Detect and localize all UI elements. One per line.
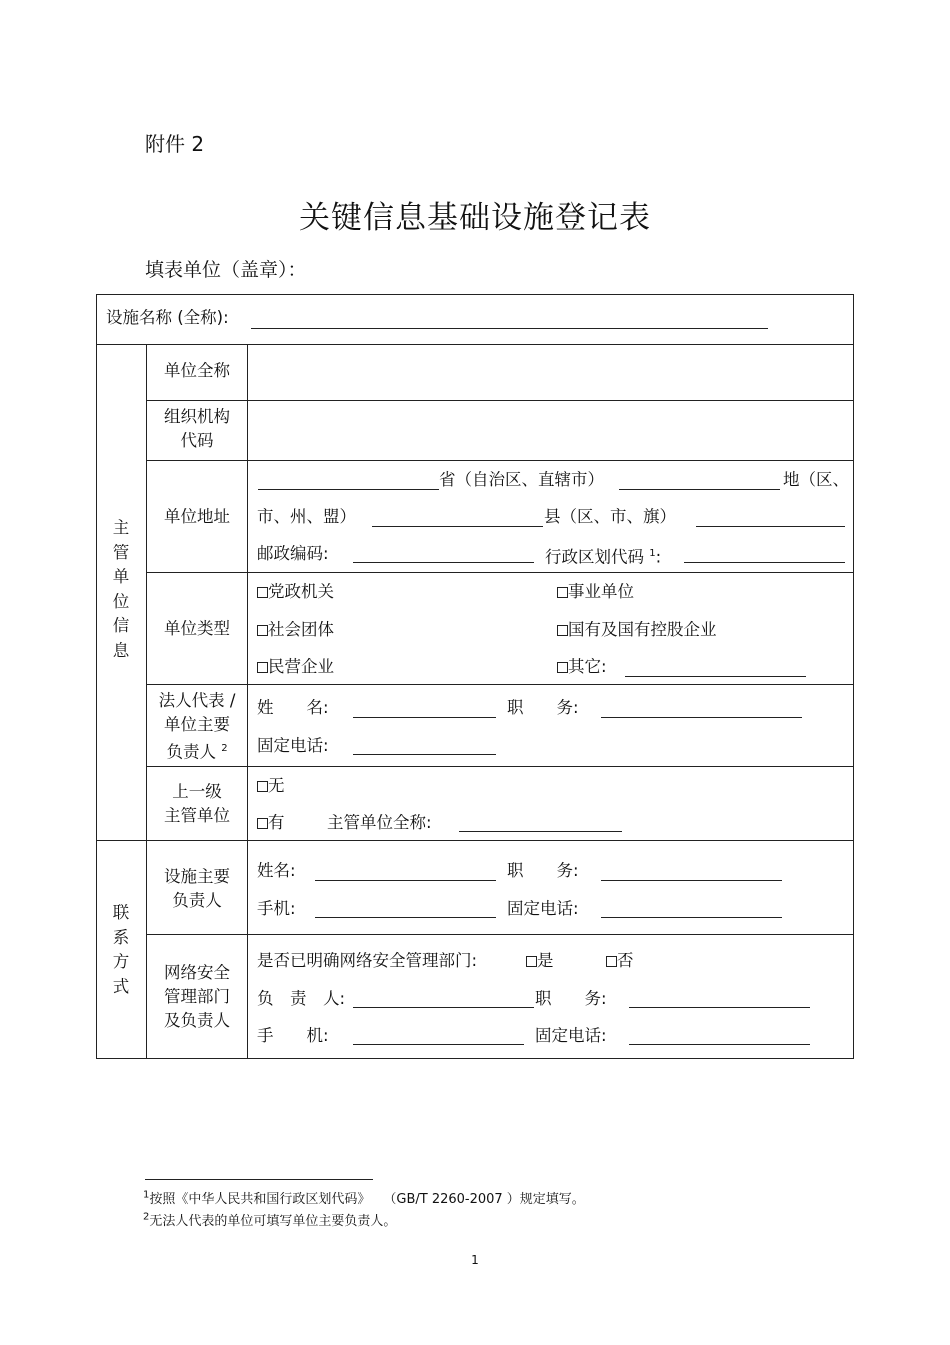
- type-party-option[interactable]: 党政机关: [257, 582, 334, 602]
- division-code-label: 行政区划代码 $^1$:: [545, 547, 662, 567]
- checkbox-icon[interactable]: [257, 781, 268, 792]
- security-question: 是否已明确网络安全管理部门:: [257, 951, 478, 970]
- checkbox-icon[interactable]: [257, 662, 268, 673]
- division-code-field[interactable]: [684, 562, 845, 563]
- head-phone-field[interactable]: [601, 917, 782, 918]
- type-other-field[interactable]: [625, 676, 806, 677]
- county-label: 县（区、市、旗）: [544, 507, 676, 526]
- security-person-label: 负 责 人:: [257, 989, 346, 1008]
- section-competent-unit-info: 主管单位信息: [112, 518, 130, 660]
- head-phone-label: 固定电话:: [507, 899, 579, 918]
- head-name-label: 姓名:: [257, 861, 296, 880]
- security-no-option[interactable]: 否: [606, 951, 634, 971]
- security-mobile-label: 手 机:: [257, 1026, 329, 1045]
- legal-name-field[interactable]: [353, 717, 496, 718]
- footnote-2: $^2$无法人代表的单位可填写单位主要负责人。: [143, 1211, 397, 1229]
- city-label: 地（区、: [783, 470, 849, 489]
- footnote-1: $^1$按照《中华人民共和国行政区划代码》 （GB/T 2260-2007 ）规定填写。: [143, 1189, 585, 1207]
- superior-name-label: 主管单位全称:: [327, 813, 432, 832]
- county-field-prefix[interactable]: [372, 526, 543, 527]
- org-code-label: 组织机构 代码: [164, 407, 230, 450]
- checkbox-icon[interactable]: [557, 587, 568, 598]
- type-other-option[interactable]: 其它:: [557, 657, 607, 677]
- province-label: 省（自治区、直辖市）: [439, 470, 604, 489]
- postcode-field[interactable]: [353, 562, 534, 563]
- type-private-option[interactable]: 民营企业: [257, 657, 334, 677]
- checkbox-icon[interactable]: [257, 818, 268, 829]
- page-title: 关键信息基础设施登记表: [299, 200, 651, 236]
- security-phone-field[interactable]: [629, 1044, 810, 1045]
- postcode-label: 邮政编码:: [257, 544, 329, 563]
- security-mobile-field[interactable]: [353, 1044, 524, 1045]
- head-duty-field[interactable]: [601, 880, 782, 881]
- security-yes-option[interactable]: 是: [526, 951, 554, 971]
- security-phone-label: 固定电话:: [535, 1026, 607, 1045]
- security-dept-label: 网络安全 管理部门 及负责人: [164, 963, 230, 1030]
- checkbox-icon[interactable]: [557, 662, 568, 673]
- superior-none-option[interactable]: 无: [257, 776, 285, 796]
- legal-duty-label: 职 务:: [507, 698, 579, 717]
- facility-head-label: 设施主要 负责人: [164, 867, 230, 910]
- checkbox-icon[interactable]: [526, 956, 537, 967]
- checkbox-icon[interactable]: [257, 625, 268, 636]
- registration-table: [96, 294, 854, 1059]
- checkbox-icon[interactable]: [257, 587, 268, 598]
- superior-name-field[interactable]: [459, 831, 622, 832]
- county-field[interactable]: [696, 526, 845, 527]
- province-field[interactable]: [258, 489, 439, 490]
- head-name-field[interactable]: [315, 880, 496, 881]
- security-duty-field[interactable]: [629, 1007, 810, 1008]
- page-number: 1: [471, 1253, 479, 1267]
- superior-has-option[interactable]: 有: [257, 813, 285, 833]
- section-contact: 联系方式: [112, 903, 130, 996]
- type-institution-option[interactable]: 事业单位: [557, 582, 634, 602]
- footnote-divider: [145, 1179, 373, 1180]
- legal-phone-label: 固定电话:: [257, 736, 329, 755]
- head-mobile-label: 手机:: [257, 899, 296, 918]
- unit-type-label: 单位类型: [164, 619, 230, 638]
- legal-duty-field[interactable]: [601, 717, 802, 718]
- unit-full-name-label: 单位全称: [164, 361, 230, 380]
- checkbox-icon[interactable]: [606, 956, 617, 967]
- legal-phone-field[interactable]: [353, 754, 496, 755]
- head-mobile-field[interactable]: [315, 917, 496, 918]
- superior-unit-label: 上一级 主管单位: [164, 782, 230, 825]
- city-field[interactable]: [619, 489, 780, 490]
- security-duty-label: 职 务:: [535, 989, 607, 1008]
- facility-name-label: 设施名称 (全称):: [106, 308, 229, 327]
- checkbox-icon[interactable]: [557, 625, 568, 636]
- unit-address-label: 单位地址: [164, 507, 230, 526]
- city-label-cont: 市、州、盟）: [257, 507, 356, 526]
- type-state-owned-option[interactable]: 国有及国有控股企业: [557, 620, 717, 640]
- facility-name-field[interactable]: [251, 328, 768, 329]
- legal-rep-label: 法人代表 / 单位主要 负责人 $^2$: [158, 691, 236, 762]
- head-duty-label: 职 务:: [507, 861, 579, 880]
- annex-label: 附件 2: [145, 132, 205, 156]
- legal-name-label: 姓 名:: [257, 698, 329, 717]
- filler-unit-label: 填表单位（盖章）：: [145, 259, 307, 281]
- type-social-option[interactable]: 社会团体: [257, 620, 334, 640]
- security-person-field[interactable]: [353, 1007, 534, 1008]
